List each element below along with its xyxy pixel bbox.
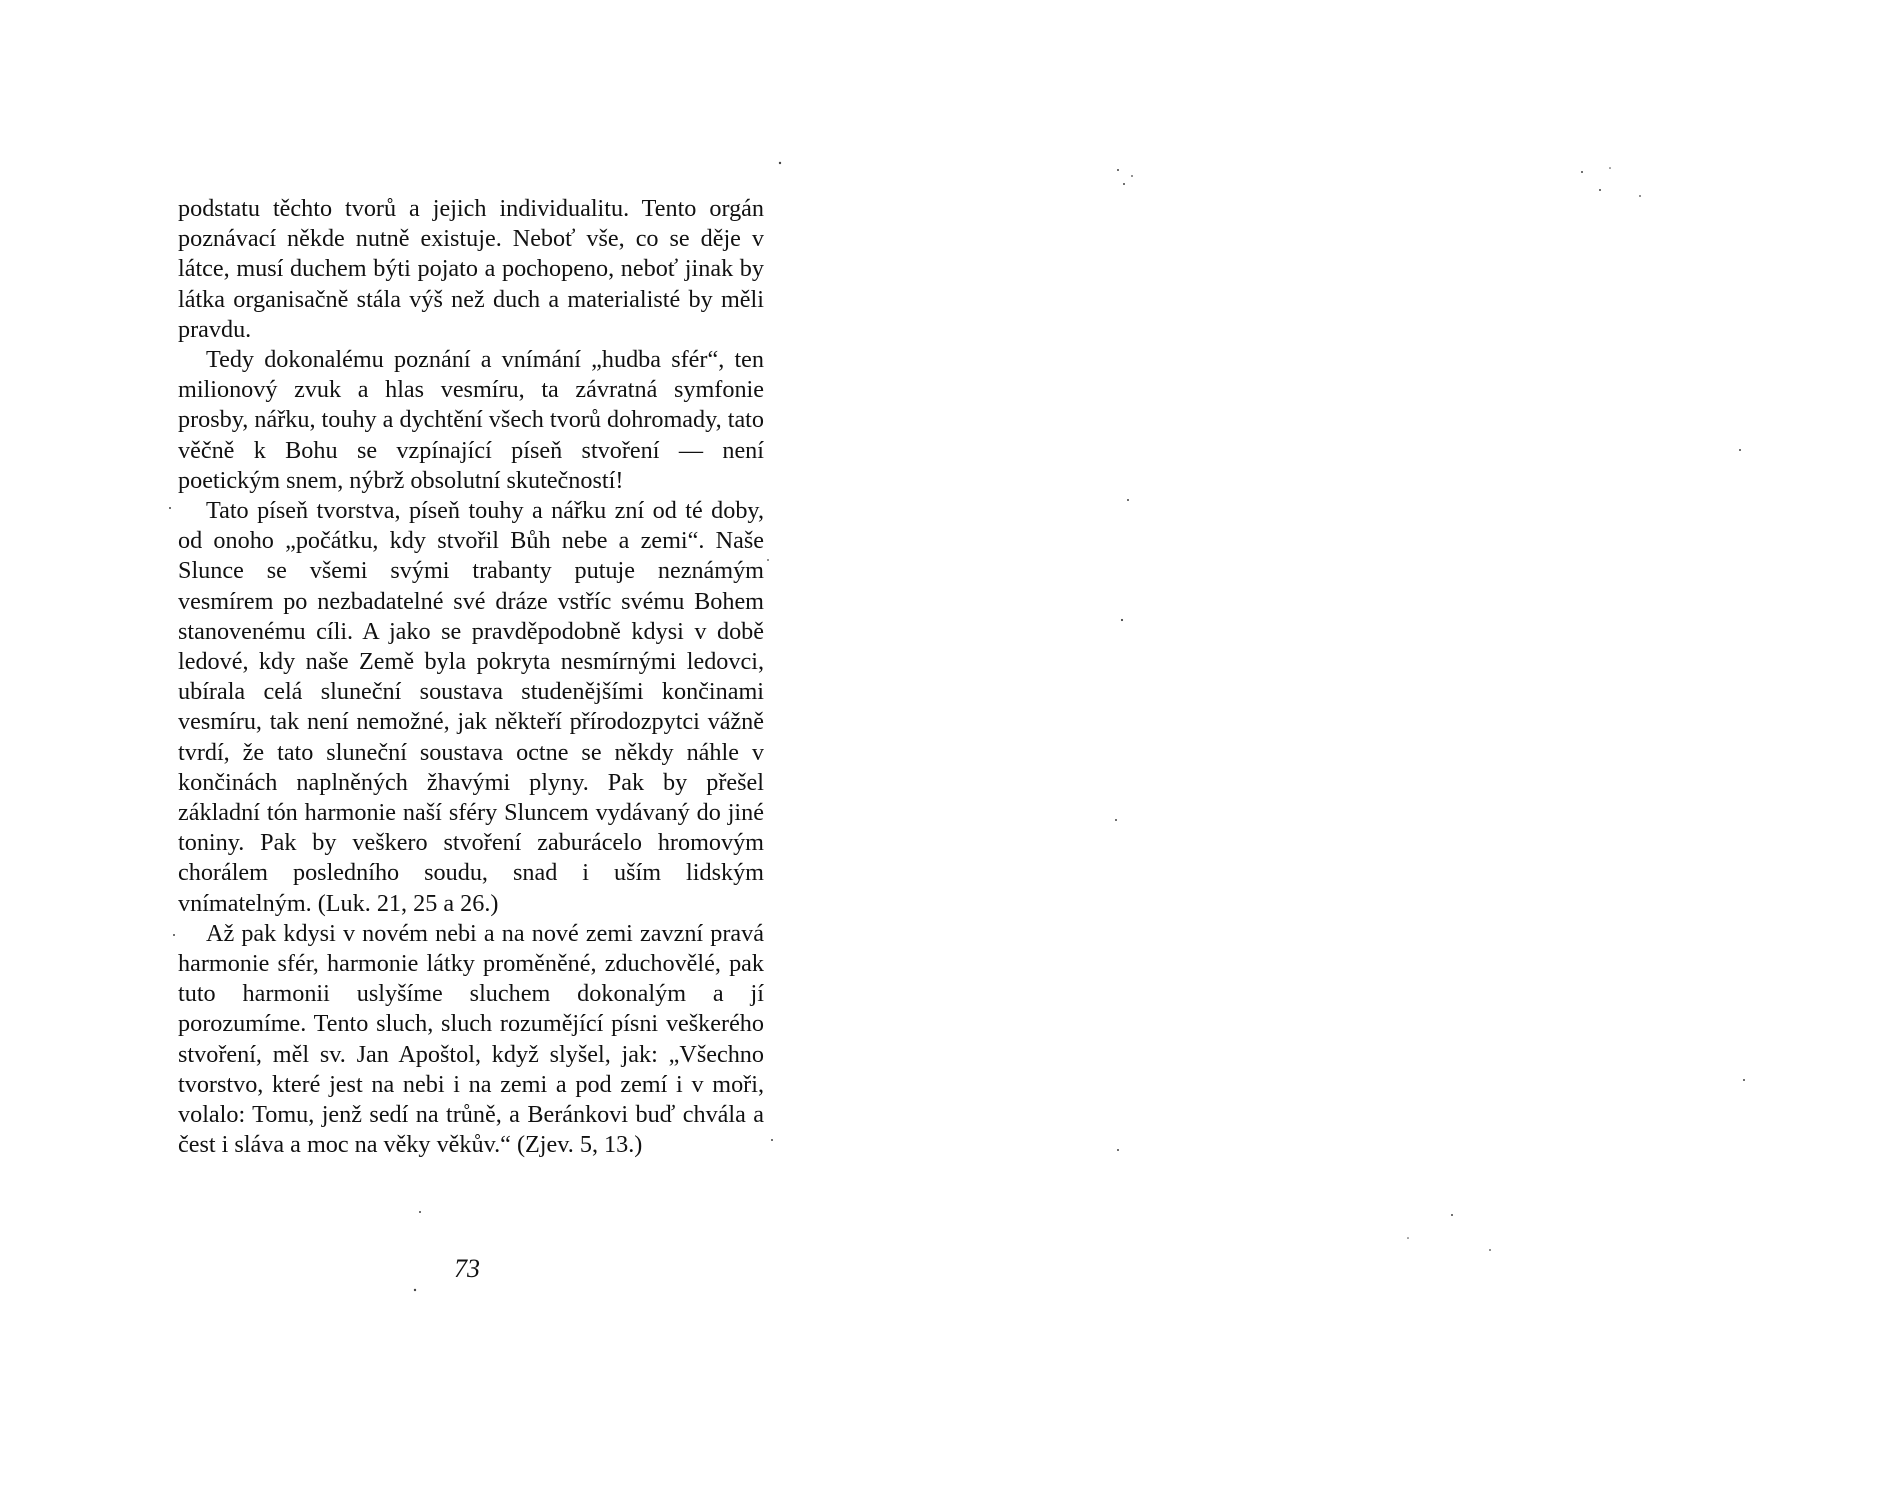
left-paragraph-1: podstatu těchto tvorů a jejich individualitu. Tento orgán poznávací někde nutně existuje. Neboť vše, co se děje v látce, musí duchem býti pojato a pochopeno, neboť jinak by látka organisačně stála výš než duch a materialisté by měli pravdu. [178, 195, 764, 343]
left-page-body [178, 194, 764, 1161]
left-paragraph-4: Až pak kdysi v novém nebi a na nové zemi zavzní pravá harmonie sfér, harmonie látky proměněné, zduchovělé, pak tuto harmonii uslyšíme sluchem dokonalým a jí porozumíme. Tento sluch, sluch rozumějící písni veškerého stvoření, měl sv. Jan Apoštol, když slyšel, jak: „Všechno tvorstvo, které jest na nebi i na zemi a pod zemí i v moři, volalo: Tomu, jenž sedí na trůně, a Beránkovi buď chvála a čest i sláva a moc na věky věkův.“ (Zjev. 5, 13.) [178, 919, 764, 1159]
left-paragraph-3: Tato píseň tvorstva, píseň touhy a nářku zní od té doby, od onoho „počátku, kdy stvořil Bůh nebe a zemi“. Naše Slunce se všemi svými trabanty putuje neznámým vesmírem po nezbadatelné své dráze vstříc svému Bohem stanovenému cíli. A jako se pravděpodobně kdysi v době ledové, kdy naše Země byla pokryta nesmírnými ledovci, ubírala celá sluneční soustava studenějšími končinami vesmíru, tak není nemožné, jak někteří přírodozpytci vážně tvrdí, že tato sluneční soustava octne se někdy náhle v končinách naplněných žhavými plyny. Pak by přešel základní tón harmonie naší sféry Sluncem vydávaný do jiné toniny. Pak by veškero stvoření zaburácelo hromovým chorálem posledního soudu, snad i uším lidským vnímatelným. (Luk. 21, 25 a 26.) [178, 497, 764, 917]
right-page [948, 0, 1896, 1500]
left-page-number: 73 [454, 1254, 480, 1283]
left-paragraph-2: Tedy dokonalému poznání a vnímání „hudba sfér“, ten milionový zvuk a hlas vesmíru, ta závratná symfonie prosby, nářku, touhy a dychtění všech tvorů dohromady, tato věčně k Bohu se vzpínající píseň stvoření — není poetickým snem, nýbrž obsolutní skutečností! [178, 346, 764, 494]
